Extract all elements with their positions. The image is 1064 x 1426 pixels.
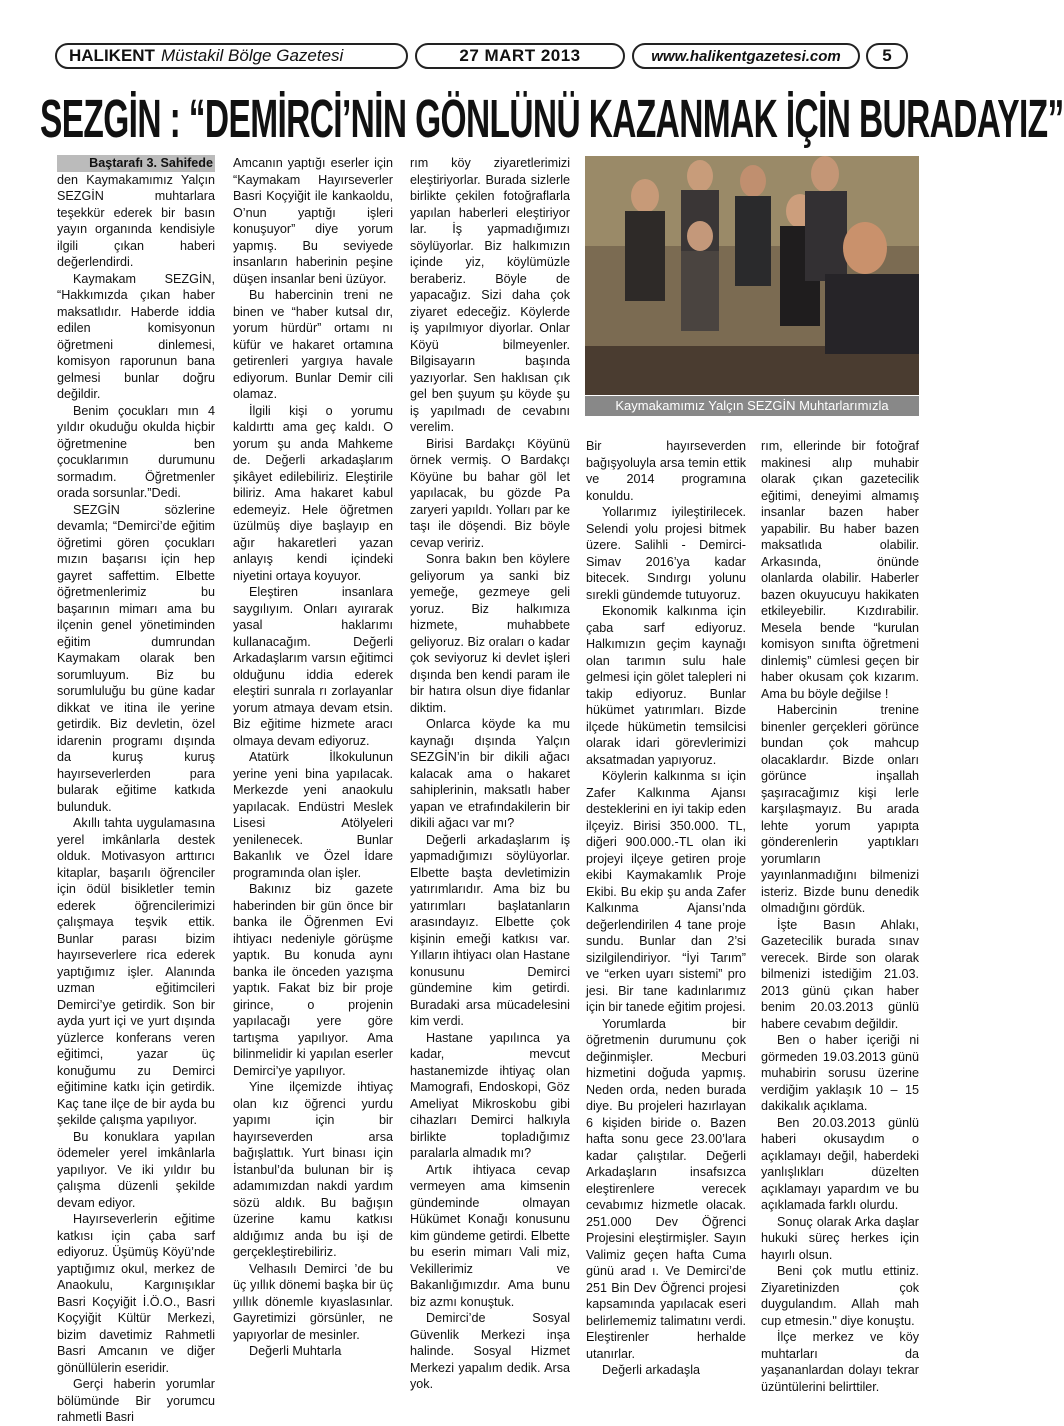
website-link[interactable]: www.halikentgazetesi.com [632,43,860,69]
article-paragraph: Akıllı tahta uygulamasına yerel imkânlarla destek olduk. Motivasyon arttırıcı kitaplar, başarılı öğrenciler için ödül bisikletler temin ederek öğrencilerimizi çalışmaya teşvik ettik. Bunlar parası bizim hayırseverlere rica ederek yaptığımız işler. Alanında uzman eğitimcileri Demirci’ye getirdik. Son bir ayda yurt içi ve yurt dışında yüzlerce konferans veren eğitimci, yazar üç konuğumu zu Demirci eğitimine katkı için getirdik. Kaç tane ilçe de bir ayda bu şekilde çalışma yapılıyor. [57,816,215,1127]
photo-caption: Kaymakamımız Yalçın SEZGİN Muhtarlarımızla [585,396,919,416]
article-paragraph: Değerli arkadaşlarım iş yapmadığımızı söylüyorlar. Elbette başta devletimizin yatırımlarıdır. Ama biz bu yatırımları başlatanların arasındayız. Elbette çok kişinin emeği katkısı var. Yılların ihtiyacı olan Hastane konusunu Demirci gündemine kim getirdi. Buradaki arsa mücadelesini kim verdi. [410,832,570,1028]
article-paragraph: İlgili kişi o yorumu kaldırttı ama geç kaldı. O yorum şu anda Mahkeme de. Değerli arkadaşlarım şikâyet edilebiliriz. Eleştirile biliriz. Ama hakaret kabul edemeyiz. Hele öğretmen üzülmüş diye başlayıp en ağır hakaretleri yazan anlayış kendi içindeki niyetini ortaya koyuyor. [233,403,393,583]
article-paragraph: Kaymakam SEZGİN, “Hakkımızda çıkan haber maksatlıdır. Haberde iddia edilen komisyonun öğretmeni dinlemesi, komisyon raporunun bana gelmesi bunlar doğru değildir. [57,271,215,401]
article-paragraph: Bakınız biz gazete haberinden bir gün önce bir banka ile Öğrenmen Evi ihtiyacı nedeniyle görüşme yaptık. Bu konuda aynı banka ile önceden yazışma yaptık. Fakat biz bir proje girince, o projenin yapılacağı yere göre tartışma yapılıyor. Ama bilinmelidir ki yapılan eserler Demirci’ye yapılıyor. [233,882,393,1078]
article-paragraph: Gerçi haberin yorumlar bölümünde Bir yorumcu rahmetli Basri [57,1377,215,1424]
article-paragraph: Bu konuklara yapılan ödemeler yerel imkânlarla yapılıyor. Ve iki yıldır bu çalışma düzenli şekilde devam ediyor. [57,1129,215,1210]
news-photo [585,156,919,395]
issue-date: 27 MART 2013 [415,43,625,69]
article-column-4 [586,438,746,1379]
article-paragraph: Atatürk İlkokulunun yerine yeni bina yapılacak. Merkezde yeni anaokulu yapılacak. Endüstri Meslek Lisesi Atölyeleri yenilenecek. Bunlar Bakanlık ve Özel İdare programında olan işler. [233,750,393,880]
article-paragraph: Yollarımız iyileştirilecek. Selendi yolu projesi bitmek üzere. Salihli - Demirci- Simav 2016’ya kadar bitecek. Sındırgı yolunu sırekli gündemde tutuyoruz. [586,505,746,602]
article-paragraph: Yine ilçemizde ihtiyaç olan kız öğrenci yurdu yapımı için bir hayırseverden arsa bağışlattık. Yurt binası için İstanbul’da bulunan bir iş adamımızdan nakdi yardım sözü aldık. Bu bağışın üzerine kamu katkısı aldığımız anda bu işi de gerçekleştirebiliriz. [233,1080,393,1259]
article-paragraph: Ben o haber içeriği ni görmeden 19.03.2013 günü muhabirin sorusu üzerine verdiğim yaklaşık 10 – 15 dakikalık açıklama. [761,1033,919,1113]
article-paragraph: Hastane yapılınca ya kadar, mevcut hastanemizde ihtiyaç olan Mamografi, Endoskopi, Göz Ameliyat Mikroskobu gibi cihazları Demirci halkıyla birlikte topladığımız paralarla almadık mı? [410,1030,570,1160]
headline [40,86,1064,152]
continued-marker: Baştarafı 3. Sahifede [57,155,215,172]
page-number: 5 [866,43,908,69]
article-paragraph: Velhasılı Demirci ’de bu üç yıllık dönemi başka bir üç yıllık dönemle kıyaslasınlar. Gayretimizi görsünler, ne yapıyorlar de mesinler. [233,1261,393,1342]
article-paragraph: Sonuç olarak Arka daşlar hukuki süreç herkes için hayırlı olsun. [761,1214,919,1262]
article-paragraph: Ekonomik kalkınma için çaba sarf ediyoruz. Halkımızın geçim kaynağı olan tarımın sulu hale gelmesi için gölet talepleri ni takip ediyoruz. Bunlar hükümet yatırımları. Bizde ilçede hükümetin temsilcisi olarak idari görevlerimizi aksatmadan yapıyoruz. [586,604,746,767]
article-paragraph: Hayırseverlerin eğitime katkısı için çaba sarf ediyoruz. Üşümüş Köyü’nde yaptığımız okul, merkez de Anaokulu, Kargınışıklar Basri Koçyiğit İ.Ö.O., Basri Koçyiğit Kültür Merkezi, bizim davetimiz Rahmetli Basri Amcanın ve diğer gönüllülerin eseridir. [57,1212,215,1375]
article-paragraph: Habercinin trenine binenler gerçekleri görünce bundan çok mahcup olacaklardır. Bizde onları görünce inşallah şaşıracağımız kişi lerle karşılaşmayız. Bu arada lehte yorum yapıpta gönderenlerin yaptıkları yorumların yayınlanmadığını bilmenizi isteriz. Bizde bunu denedik olmadığını gördük. [761,703,919,915]
article-paragraph: Yorumlarda bir öğretmenin durumunu çok değinmişler. Mecburi hizmetini doğuda yapmış. Neden orda, neden burada diye. Bu projeleri hazırlayan 6 kişiden biride o. Bazen hafta sonu gece 23.00’lara kadar çalıştılar. Değerli Arkadaşların insafsızca eleştirenlere verecek cevabımız hizmetle olacak. 251.000 Dev Öğrenci Projesini eleştirmişler. Sayın Valimiz geçen hafta Cuma günü arad ı. Ve Demirci’de 251 Bin Dev Öğrenci projesi kapsamında yapılacak eseri belirlememiz talimatını verdi. Eleştirenler herhalde utanırlar. [586,1016,746,1361]
article-paragraph: İlçe merkez ve köy muhtarları da yaşananlardan dolayı tekrar üzüntülerini belirttiler. [761,1330,919,1394]
article-paragraph: Değerli arkadaşla [602,1363,701,1377]
headline-text: SEZGİN : “DEMİRCİ’NİN GÖNLÜNÜ KAZANMAK İÇİN BURADAYIZ” [40,89,1064,149]
article-paragraph: Beni çok mutlu ettiniz. Ziyaretinizden çok duygulandım. Allah mah cup etmesin." diye konuştu. [761,1264,919,1328]
article-paragraph: Demirci’de Sosyal Güvenlik Merkezi inşa halinde. Sosyal Hizmet Merkezi yapalım dedik. Arsa yok. [410,1311,570,1391]
paper-name: HALIKENT [69,46,155,65]
article-paragraph: Bu habercinin treni ne binen ve “haber kutsal dır, yorum hürdür” ortamı nı küfür ve hakaret ortamına getirenleri yargıya havale ediyorum. Bunlar Demir cili olamaz. [233,288,393,401]
article-paragraph: Onlarca köyde ka mu kaynağı dışında Yalçın SEZGİN’in bir dikili ağacı kalacak ama o hakaret sahiplerinin, maksatlı haber yapan ve etrafındakilerin bir dikili ağacı var mı? [410,717,570,830]
article-paragraph: Sonra bakın ben köylere geliyorum ya sanki biz yemeğe, gezmeye geli yoruz. Biz halkımıza hizmete, muhabbete geliyoruz. Biz oraları o kadar çok seviyoruz ki devlet işleri dışında ben kendi param ile bir hatıra olsun diye fidanlar diktim. [410,552,570,715]
meeting-photo-illustration [585,156,919,395]
article-column-1 [57,155,215,1426]
article-paragraph: Amcanın yaptığı eserler için “Kaymakam Hayırseverler Basri Koçyiğit ile kankaoldu, O’nun yaptığı işleri konuşuyor” diye yorum yapmış. Bu seviyede insanların haberinin peşine düşen insanlar beni üzüyor. [233,156,393,286]
masthead [55,43,408,69]
article-paragraph: Bir hayırseverden bağışyoluyla arsa temin ettik ve 2014 programına konuldu. [586,439,746,503]
article-paragraph: Eleştiren insanlara saygılıyım. Onları ayırarak yasal haklarımı kullanacağım. Değerli Arkadaşlarım varsın eğitimci olduğunu iddia ederek eleştiri sunrala rı zorlayanlar yorum atmaya devam etsin. Biz eğitime hizmete aracı olmaya devam ediyoruz. [233,585,393,748]
article-paragraph: SEZGİN sözlerine devamla; “Demirci’de eğitim öğretimi gören çocukları mızın başarısı için hep gayret saffettim. Elbette öğretmenlerimiz bu başarının mimarı ama bu ilçenin genel yönetiminden eğitim dumrundan Kaymakam olarak ben sorumluyum. Biz bu sorumluluğu bu güne kadar dikkat ve itina ile yerine getirdik. Biz devletin, özel idarenin programı dışında da kuruş kuruş hayırseverlerden para bularak eğitime katkıda bulunduk. [57,502,215,814]
article-paragraph: Artık ihtiyaca cevap vermeyen ama kimsenin gündeminde olmayan Hükümet Konağı konusunu kim gündeme getirdi. Elbette bu eserin mimarı Vali miz, Vekillerimiz ve Bakanlığımızdır. Ama bunu biz azmı konuştuk. [410,1162,570,1309]
article-paragraph: Köylerin kalkınma sı için Zafer Kalkınma Ajansı desteklerini en iyi takip eden ilçeyiz. Birisi 350.000. TL, diğeri 900.000.-TL olan iki projeyi ilçeye getiren proje ekibi Kaymakamlık Proje Ekibi. Bu ekip şu anda Zafer Kalkınma Ajansı’nda değerlendirilen 4 tane proje sundu. Bunlar dan 2’si sizilgilendiriyor. “İyi Tarım” ve “erken uyarı sistemi” pro jesi. Bir tane kadınlarımız için bir tanede eğitim projesi. [586,769,746,1014]
article-paragraph: rım köy ziyaretlerimizi eleştiriyorlar. Burada sizlerle birlikte çekilen fotoğraflarla yapılan haberleri eleştiriyor lar. İş yapmadığımızı söylüyorlar. Biz halkımızın içinde yiz, köylümüzle beraberiz. Böyle de yapacağız. Sizi daha çok ziyaret edeceğiz. Köylerde iş yapılmıyor diyorlar. Onlar Köyü bilmeyenler. Bilgisayarın başında yazıyorlar. Sen haklısan çık gel ben şuyum şu köyde şu iş yapılmadı de cevabını verelim. [410,156,570,434]
article-paragraph: Ben 20.03.2013 günlü haberi okusaydım o açıklamayı değil, haberdeki yanlışlıkları düzelten açıklamayı yapardım ve bu açıklamada farklı olurdu. [761,1115,919,1212]
article-paragraph: rım, ellerinde bir fotoğraf makinesi alıp muhabir olarak çıkan gazetecilik eğitimi, deneyimi almamış insanlar bazen haber yapabilir. Bu haber bazen maksatlıda olabilir. Arkasında, önünde olanlarda olabilir. Haberler bazen okuyucuyu hakikaten etkileyebilir. Kızdırabilir. Mesela bende “kurulan komisyon sınıfta öğretmeni dinlemiş” cümlesi geçen bir haber okusam çok kızarım. Ama bu böyle değilse ! [761,439,919,701]
article-paragraph: Değerli Muhtarla [249,1344,342,1358]
article-paragraph: Birisi Bardakçı Köyünü örnek vermiş. O Bardakçı Köyüne bu bahar göl let yapılacak, bu gözde Pa zaryeri yapıldı. Yolları par ke taşı ile döşendi. Biz böyle cevap veririz. [410,436,570,550]
article-column-3 [410,155,570,1393]
paper-subtitle: Müstakil Bölge Gazetesi [160,46,344,65]
article-column-5 [761,438,919,1395]
article-paragraph: İşte Basın Ahlakı, Gazetecilik burada sınav verecek. Birde son olarak bilmenizi istediğim 21.03. 2013 günü çıkan haber benim 20.03.2013 günlü habere cevabım değildir. [761,917,919,1031]
article-column-2 [233,155,393,1360]
article-paragraph: Benim çocukları mın 4 yıldır okuduğu okulda hiçbir öğretmenine ben çocuklarımın durumunu sormadım. Öğretmenler orada sorsunlar.”Dedi. [57,403,215,500]
article-paragraph: den Kaymakamımız Yalçın SEZGİN muhtarlara teşekkür ederek bir basın yayın organında kendisiyle ilgili çıkan haberi değerlendirdi. [57,172,215,269]
